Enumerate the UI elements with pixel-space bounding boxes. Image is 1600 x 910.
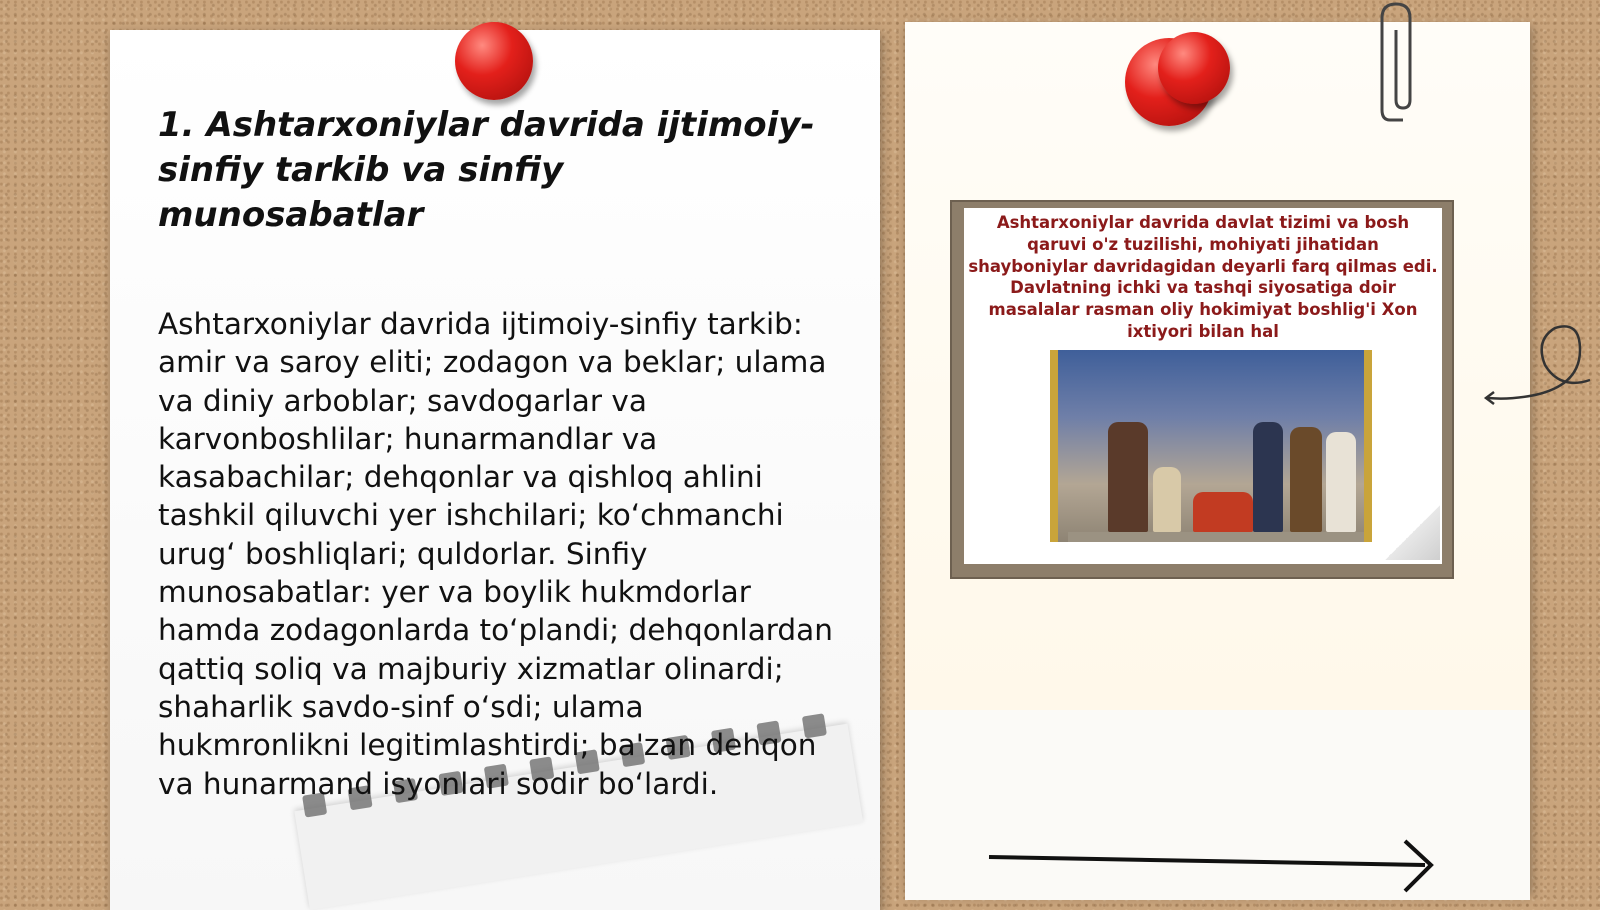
right-arrow-icon xyxy=(985,835,1445,905)
page-curl xyxy=(1385,505,1440,560)
red-pushpin-left xyxy=(455,22,533,100)
slide-title: 1. Ashtarxoniylar davrida ijtimoiy-sinfiy tarkib va sinfiy munosabatlar xyxy=(158,105,815,235)
squiggle-arrow-icon xyxy=(1480,310,1600,410)
slide-body-text: Ashtarxoniylar davrida ijtimoiy-sinfiy tarkib: amir va saroy eliti; zodagon va beklar; ulama va diniy arboblar; savdogarlar va karvonboshlilar; hunarmandlar va kasabachilar; dehqonlar va qishloq ahlini tashkil qiluvchi yer ishchilari; ko‘chmanchi urug‘ boshliqlari; quldorlar. Sinfiy munosabatlar: yer va boylik hukmdorlar hamda zodagonlarda to‘plandi; dehqonlardan qattiq soliq va majburiy xizmatlar olinardi; shaharlik savdo-sinf o‘sdi; ulama hukmronlikni legitimlashtirdi; ba'zan dehqon va hunarmand isyonlari sodir bo‘lardi. xyxy=(158,307,833,801)
photo-caption: Ashtarxoniylar davrida davlat tizimi va bosh qaruvi o'z tuzilishi, mohiyati jihatidan shayboniylar davridagidan deyarli farq qilmas edi. Davlatning ichki va tashqi siyosatiga doir masalalar rasman oliy hokimiyat boshlig'i Xon ixtiyori bilan hal xyxy=(968,213,1438,341)
red-pushpin-right-front xyxy=(1158,32,1230,104)
paperclip-icon xyxy=(1378,0,1428,125)
historical-painting-image xyxy=(1050,350,1372,542)
